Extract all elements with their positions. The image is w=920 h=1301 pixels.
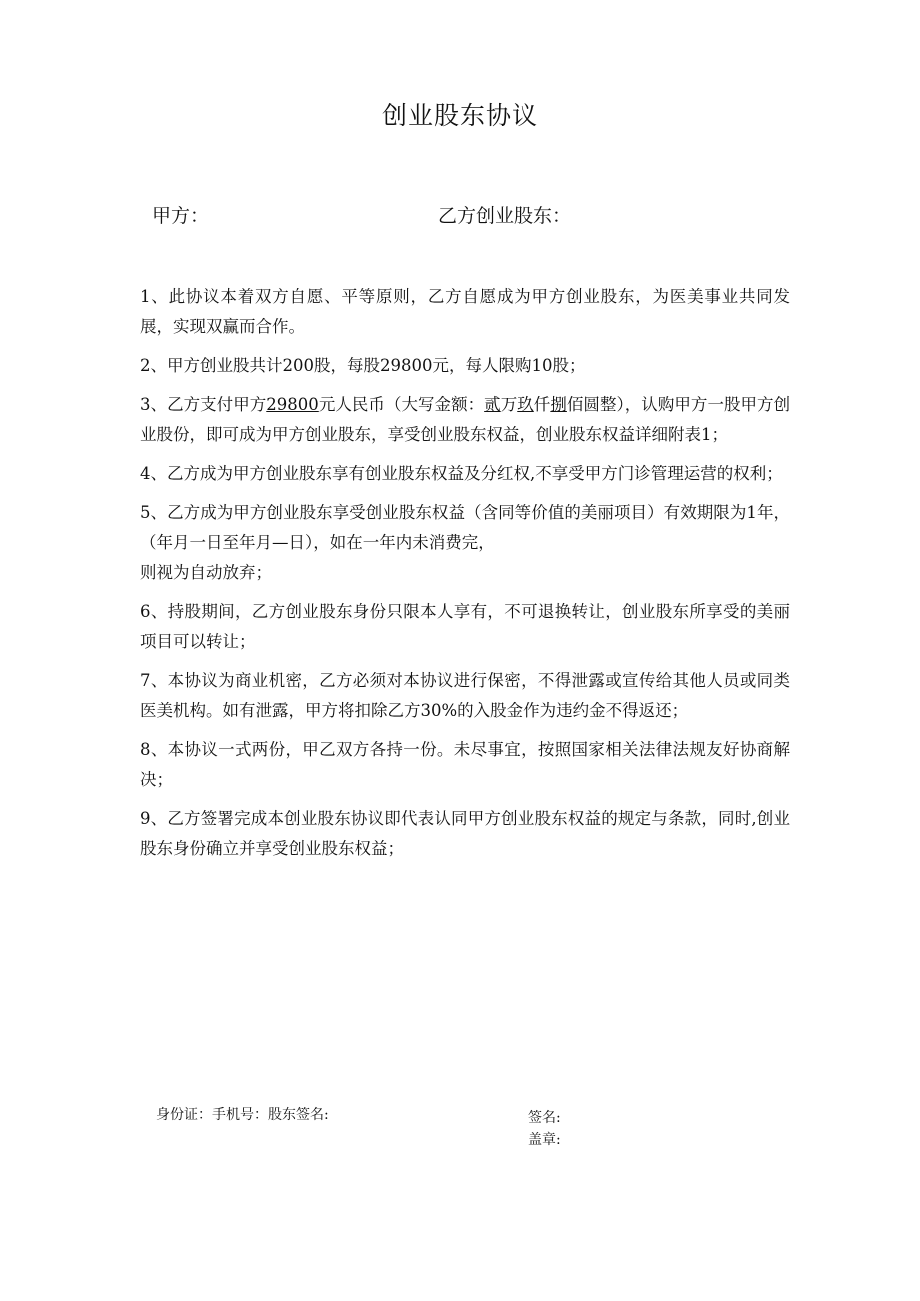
- clause-1: 1、此协议本着双方自愿、平等原则，乙方自愿成为甲方创业股东，为医美事业共同发展，实现双赢而合作。: [140, 287, 790, 336]
- clause-3: [140, 390, 790, 450]
- clause-3-mid-2: 万: [500, 395, 518, 414]
- page-title: 创业股东协议: [381, 101, 538, 130]
- amount-in-words-ten-thousands: 贰: [484, 395, 501, 414]
- shareholder-signature-fields: 身份证：手机号：股东签名:: [156, 1107, 329, 1123]
- clause-8: 8、本协议一式两份，甲乙双方各持一份。未尽事宜，按照国家相关法律法规友好协商解决；: [140, 740, 790, 789]
- party-b-label: 乙方创业股东：: [438, 205, 572, 227]
- seal-label: 盖章:: [528, 1132, 561, 1148]
- party-a-label: 甲方：: [152, 205, 210, 227]
- clause-3-suffix: 佰圆整），认购甲方一股甲方创业股份，即可成为甲方创业股东，享受创业股东权益，创业股东权益详细附表1；: [140, 395, 791, 444]
- clause-3-mid-3: 仟: [533, 395, 551, 414]
- clause-3-prefix: 3、乙方支付甲方: [140, 395, 267, 414]
- clause-7: 7、本协议为商业机密，乙方必须对本协议进行保密，不得泄露或宣传给其他人员或同类医美机构。如有泄露，甲方将扣除乙方30%的入股金作为违约金不得返还；: [140, 671, 790, 720]
- clause-5: [140, 498, 790, 588]
- clause-5-line-2: 则视为自动放弃；: [140, 563, 272, 582]
- clause-list: [140, 282, 790, 873]
- amount-in-words-thousands: 玖: [517, 395, 534, 414]
- clause-9: 9、乙方签署完成本创业股东协议即代表认同甲方创业股东权益的规定与条款，同时,创业股东身份确立并享受创业股东权益；: [140, 809, 790, 858]
- clause-6: 6、持股期间，乙方创业股东身份只限本人享有，不可退换转让，创业股东所享受的美丽项目可以转让；: [140, 602, 790, 651]
- signature-label: 签名:: [528, 1110, 561, 1126]
- clause-3-mid-1: 元人民币（大写金额：: [318, 395, 485, 414]
- clause-4: 4、乙方成为甲方创业股东享有创业股东权益及分红权,不享受甲方门诊管理运营的权利；: [140, 464, 783, 483]
- payment-amount: 29800: [266, 395, 319, 414]
- clause-5-line-1: 5、乙方成为甲方创业股东享受创业股东权益（含同等价值的美丽项目）有效期限为1年，（年月一日至年月—日），如在一年内未消费完，: [140, 503, 790, 552]
- amount-in-words-hundreds: 捌: [550, 395, 567, 414]
- clause-2: 2、甲方创业股共计200股，每股29800元，每人限购10股；: [140, 356, 586, 375]
